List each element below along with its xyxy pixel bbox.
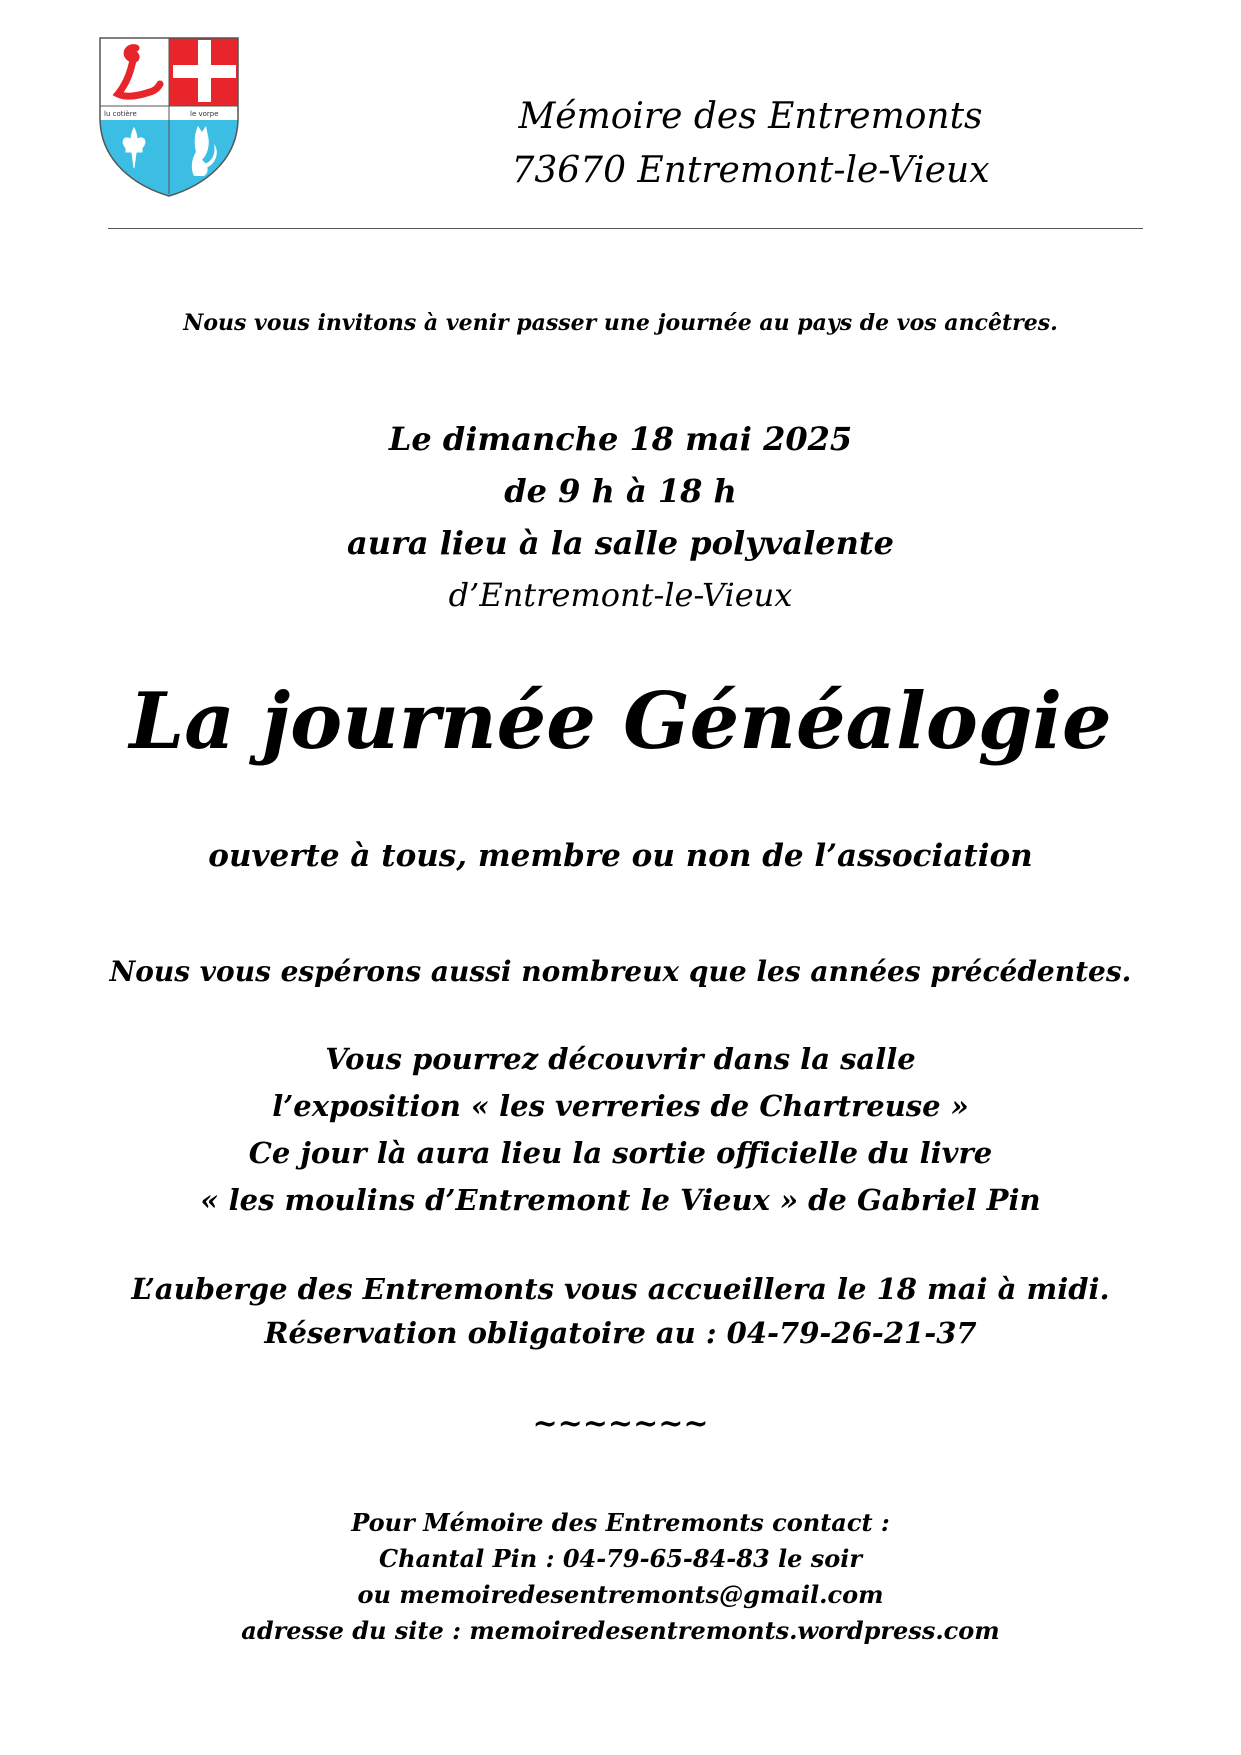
discover-line-4: « les moulins d’Entremont le Vieux » de Gabriel Pin (200, 1183, 1041, 1217)
hours-line: de 9 h à 18 h (504, 472, 737, 510)
open-to-text: ouverte à tous, membre ou non de l’association (208, 838, 1033, 874)
discover-line-2: l’exposition « les verreries de Chartreuse » (272, 1089, 969, 1123)
crest-label-left: lu cotière (104, 110, 137, 118)
discover-line-1: Vous pourrez découvrir dans la salle (325, 1042, 916, 1076)
discover-line-3: Ce jour là aura lieu la sortie officielle du livre (248, 1136, 993, 1170)
contact-email: ou memoiredesentremonts@gmail.com (357, 1580, 884, 1609)
venue-line: aura lieu à la salle polyvalente (347, 524, 894, 562)
tilde-separator: ~~~~~~~ (532, 1406, 709, 1441)
header-address: 73670 Entremont-le-Vieux (511, 150, 990, 191)
crest-label-right: le vorpe (190, 110, 219, 118)
header-org-name: Mémoire des Entremonts (518, 96, 983, 137)
town-line: d’Entremont-le-Vieux (448, 576, 793, 614)
header-divider (108, 228, 1143, 229)
reservation-line: Réservation obligatoire au : 04-79-26-21-37 (264, 1316, 977, 1350)
contact-website: adresse du site : memoiredesentremonts.wordpress.com (241, 1616, 1000, 1645)
contact-phone: Chantal Pin : 04-79-65-84-83 le soir (378, 1544, 863, 1573)
intro-text: Nous vous invitons à venir passer une journée au pays de vos ancêtres. (183, 310, 1058, 336)
date-line: Le dimanche 18 mai 2025 (388, 420, 853, 458)
hope-text: Nous vous espérons aussi nombreux que les années précédentes. (109, 955, 1132, 988)
auberge-line: L’auberge des Entremonts vous accueillera le 18 mai à midi. (131, 1272, 1110, 1306)
event-title: La journée Généalogie (129, 676, 1112, 767)
contact-heading: Pour Mémoire des Entremonts contact : (351, 1508, 890, 1537)
